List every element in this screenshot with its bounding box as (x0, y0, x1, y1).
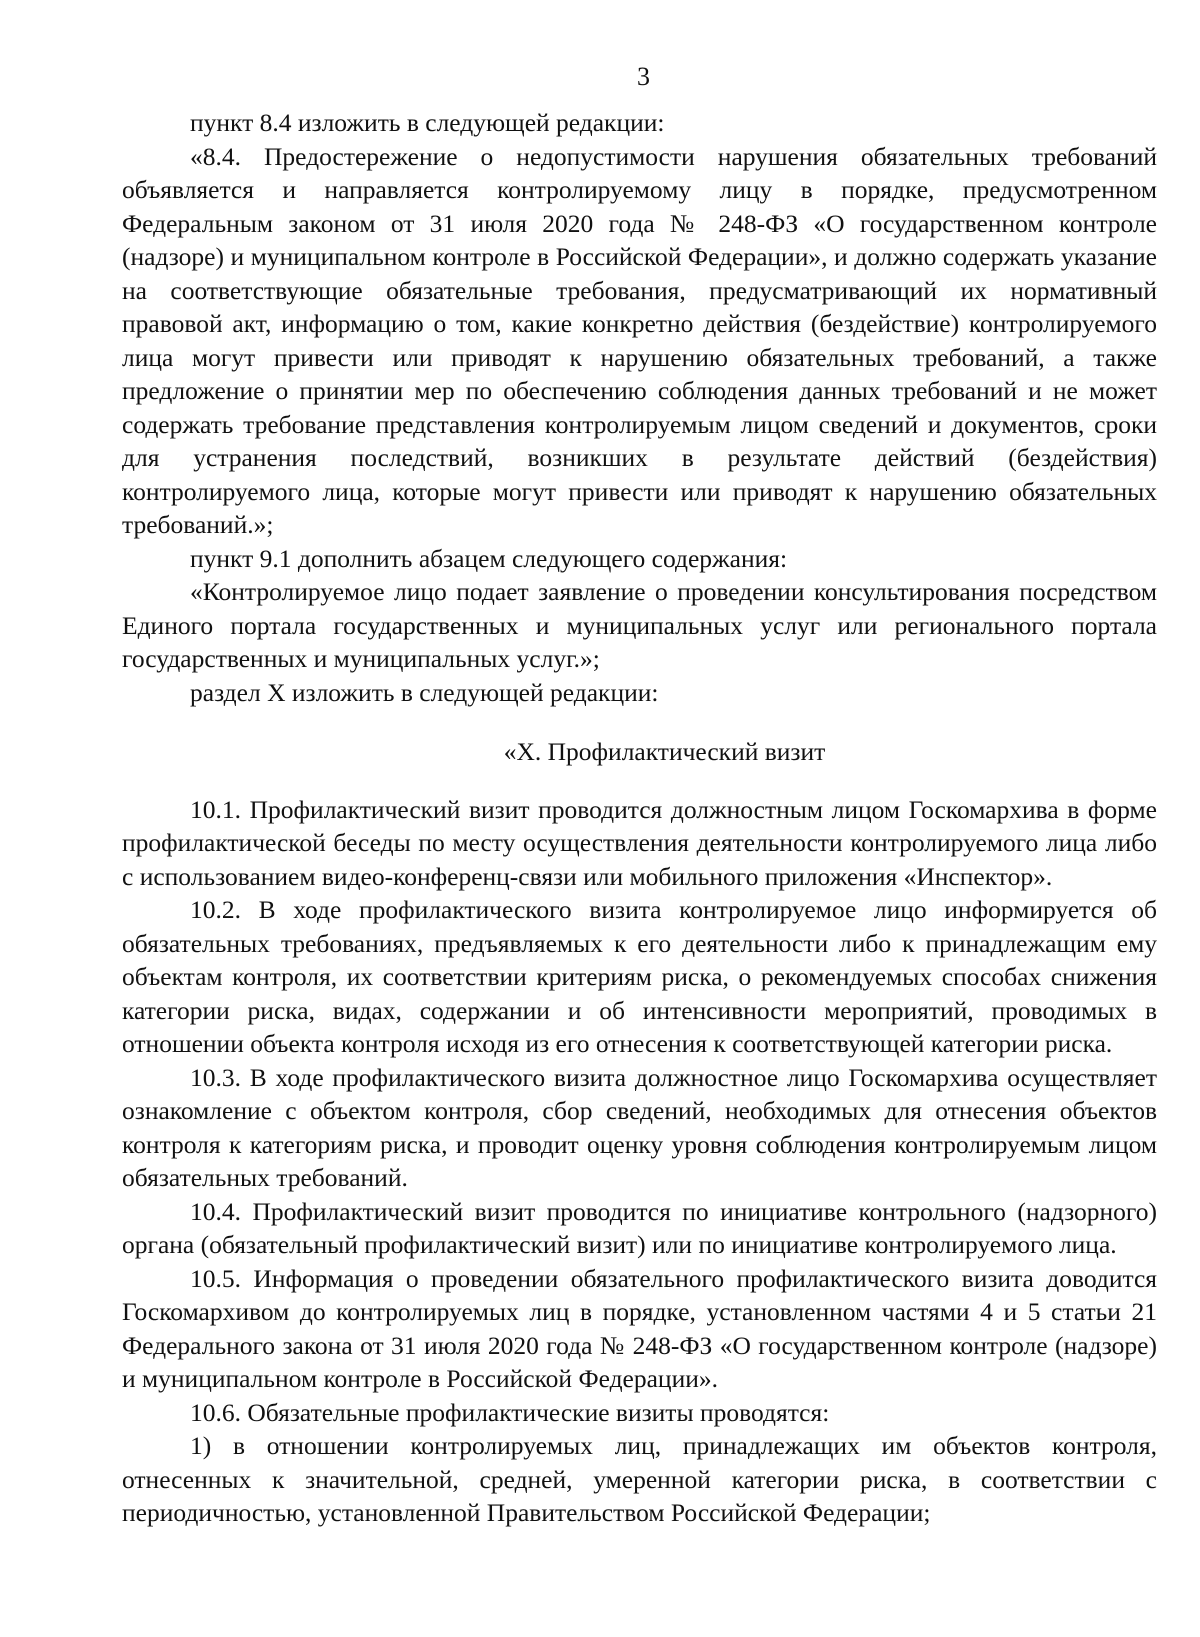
paragraph-section-x-intro: раздел X изложить в следующей редакции: (190, 677, 659, 707)
document-page (122, 60, 1157, 1530)
paragraph-amend-8-4-intro: пункт 8.4 изложить в следующей редакции: (190, 108, 665, 137)
paragraph-amend-9-1-intro: пункт 9.1 дополнить абзацем следующего содержания: (190, 543, 788, 573)
paragraph-10-2: 10.2. В ходе профилактического визита контролируемое лицо информируется об обязательных требованиях, предъявляемых к его деятельности либо к принадлежащим ему объектам контроля, их соответствии критериям риска, о рекомендуемых способах снижения категории риска, видах, содержании и об интенсивности мероприятий, проводимых в отношении объекта контроля исходя из его отнесения к соответствующей категории риска. (122, 895, 1157, 1058)
paragraph-10-1: 10.1. Профилактический визит проводится должностным лицом Госкомархива в форме профилактической беседы по месту осуществления деятельности контролируемого лица либо с использованием видео-конференц-связи или мобильного приложения «Инспектор». (122, 794, 1157, 891)
paragraph-9-1-text: «Контролируемое лицо подает заявление о проведении консультирования посредством Единого портала государственных и муниципальных услуг или регионального портала государственных и муниципальных услуг.»; (122, 577, 1157, 673)
paragraph-10-6: 10.6. Обязательные профилактические визиты проводятся: (190, 1397, 830, 1427)
paragraph-10-3: 10.3. В ходе профилактического визита должностное лицо Госкомархива осуществляет ознакомление с объектом контроля, сбор сведений, необходимых для отнесения объектов контроля к категориям риска, и проводит оценку уровня соблюдения контролируемым лицом обязательных требований. (122, 1062, 1157, 1192)
page-number: 3 (637, 62, 650, 91)
paragraph-10-6-item-1: 1) в отношении контролируемых лиц, принадлежащих им объектов контроля, отнесенных к значительной, средней, умеренной категории риска, в соответствии с периодичностью, установленной Правительством Российской Федерации; (122, 1431, 1157, 1527)
paragraph-8-4-text: «8.4. Предостережение о недопустимости нарушения обязательных требований объявляется и направляется контролируемому лицу в порядке, предусмотренном Федеральным законом от 31 июля 2020 года № 248-ФЗ «О государственном контроле (надзоре) и муниципальном контроле в Российской Федерации», и должно содержать указание на соответствующие обязательные требования, предусматривающий их нормативный правовой акт, информацию о том, какие конкретно действия (бездействие) контролируемого лица могут привести или приводят к нарушению обязательных требований, а также предложение о принятии мер по обеспечению соблюдения данных требований и не может содержать требование представления контролируемым лицом сведений и документов, сроки для устранения последствий, возникших в результате действий (бездействия) контролируемого лица, которые могут привести или приводят к нарушению обязательных требований.»; (122, 141, 1157, 539)
paragraph-10-4: 10.4. Профилактический визит проводится по инициативе контрольного (надзорного) органа (обязательный профилактический визит) или по инициативе контролируемого лица. (122, 1196, 1157, 1259)
paragraph-10-5: 10.5. Информация о проведении обязательного профилактического визита доводится Госкомархивом до контролируемых лиц в порядке, установленном частями 4 и 5 статьи 21 Федерального закона от 31 июля 2020 года № 248-ФЗ «О государственном контроле (надзоре) и муниципальном контроле в Российской Федерации». (122, 1263, 1157, 1393)
section-heading: «X. Профилактический визит (503, 737, 826, 766)
